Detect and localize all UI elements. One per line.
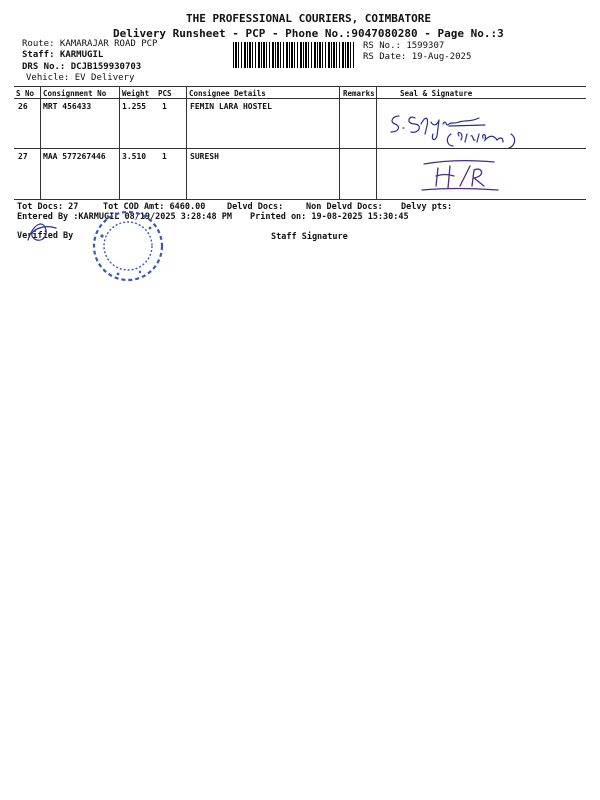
- handwritten-signature: [385, 104, 535, 146]
- col-header-sno: S No: [16, 89, 35, 98]
- delivery-points: Delvy pts:: [401, 202, 453, 212]
- row-pcs: 1: [162, 152, 167, 161]
- verified-by-label: Verified By: [17, 231, 74, 241]
- table-top-rule: [14, 86, 586, 87]
- row-consignment-no: MAA 577267446: [43, 152, 106, 161]
- table-bottom-rule: [14, 199, 586, 200]
- total-cod-amount: Tot COD Amt: 6460.00: [103, 202, 206, 212]
- col-header-consignment: Consignment No: [43, 89, 107, 98]
- barcode-image: [233, 42, 355, 68]
- row-pcs: 1: [162, 102, 167, 111]
- entered-by: Entered By :KARMUGIL 08/19/2025 3:28:48 PM: [17, 212, 232, 222]
- delivered-docs: Delvd Docs:: [227, 202, 284, 212]
- vehicle-info: Vehicle: EV Delivery: [26, 73, 135, 83]
- non-delivered-docs: Non Delvd Docs:: [306, 202, 383, 212]
- row-sno: 27: [18, 152, 28, 161]
- handwritten-initials: [420, 158, 504, 194]
- route-info: Route: KAMARAJAR ROAD PCP: [22, 39, 158, 49]
- staff-info: Staff: KARMUGIL: [22, 50, 104, 60]
- table-header-rule: [14, 98, 586, 99]
- row-sno: 26: [18, 102, 28, 111]
- table-row-rule: [14, 148, 586, 149]
- column-divider: [119, 86, 120, 199]
- row-consignment-no: MRT 456433: [43, 102, 92, 111]
- col-header-consignee: Consignee Details: [189, 89, 266, 98]
- printed-on: Printed on: 19-08-2025 15:30:45: [250, 212, 409, 222]
- column-divider: [186, 86, 187, 199]
- col-header-signature: Seal & Signature: [400, 89, 473, 98]
- staff-signature-label: Staff Signature: [271, 232, 348, 242]
- col-header-remarks: Remarks: [343, 89, 375, 98]
- col-header-weight: Weight: [122, 89, 150, 98]
- col-header-pcs: PCS: [158, 89, 172, 98]
- drs-number: DRS No.: DCJB159930703: [22, 62, 142, 72]
- runsheet-subtitle: Delivery Runsheet - PCP - Phone No.:9047080280 - Page No.:3: [113, 27, 504, 40]
- total-docs: Tot Docs: 27: [17, 202, 79, 212]
- row-consignee: SURESH: [190, 152, 219, 161]
- company-stamp: [88, 206, 168, 286]
- row-weight: 3.510: [122, 152, 147, 161]
- company-title: THE PROFESSIONAL COURIERS, COIMBATORE: [186, 12, 432, 25]
- column-divider: [40, 86, 41, 199]
- rs-date: RS Date: 19-Aug-2025: [363, 52, 472, 62]
- row-consignee: FEMIN LARA HOSTEL: [190, 102, 272, 111]
- column-divider: [376, 86, 377, 199]
- verifier-signature: [24, 218, 64, 248]
- rs-number: RS No.: 1599307: [363, 41, 445, 51]
- column-divider: [339, 86, 340, 199]
- row-weight: 1.255: [122, 102, 147, 111]
